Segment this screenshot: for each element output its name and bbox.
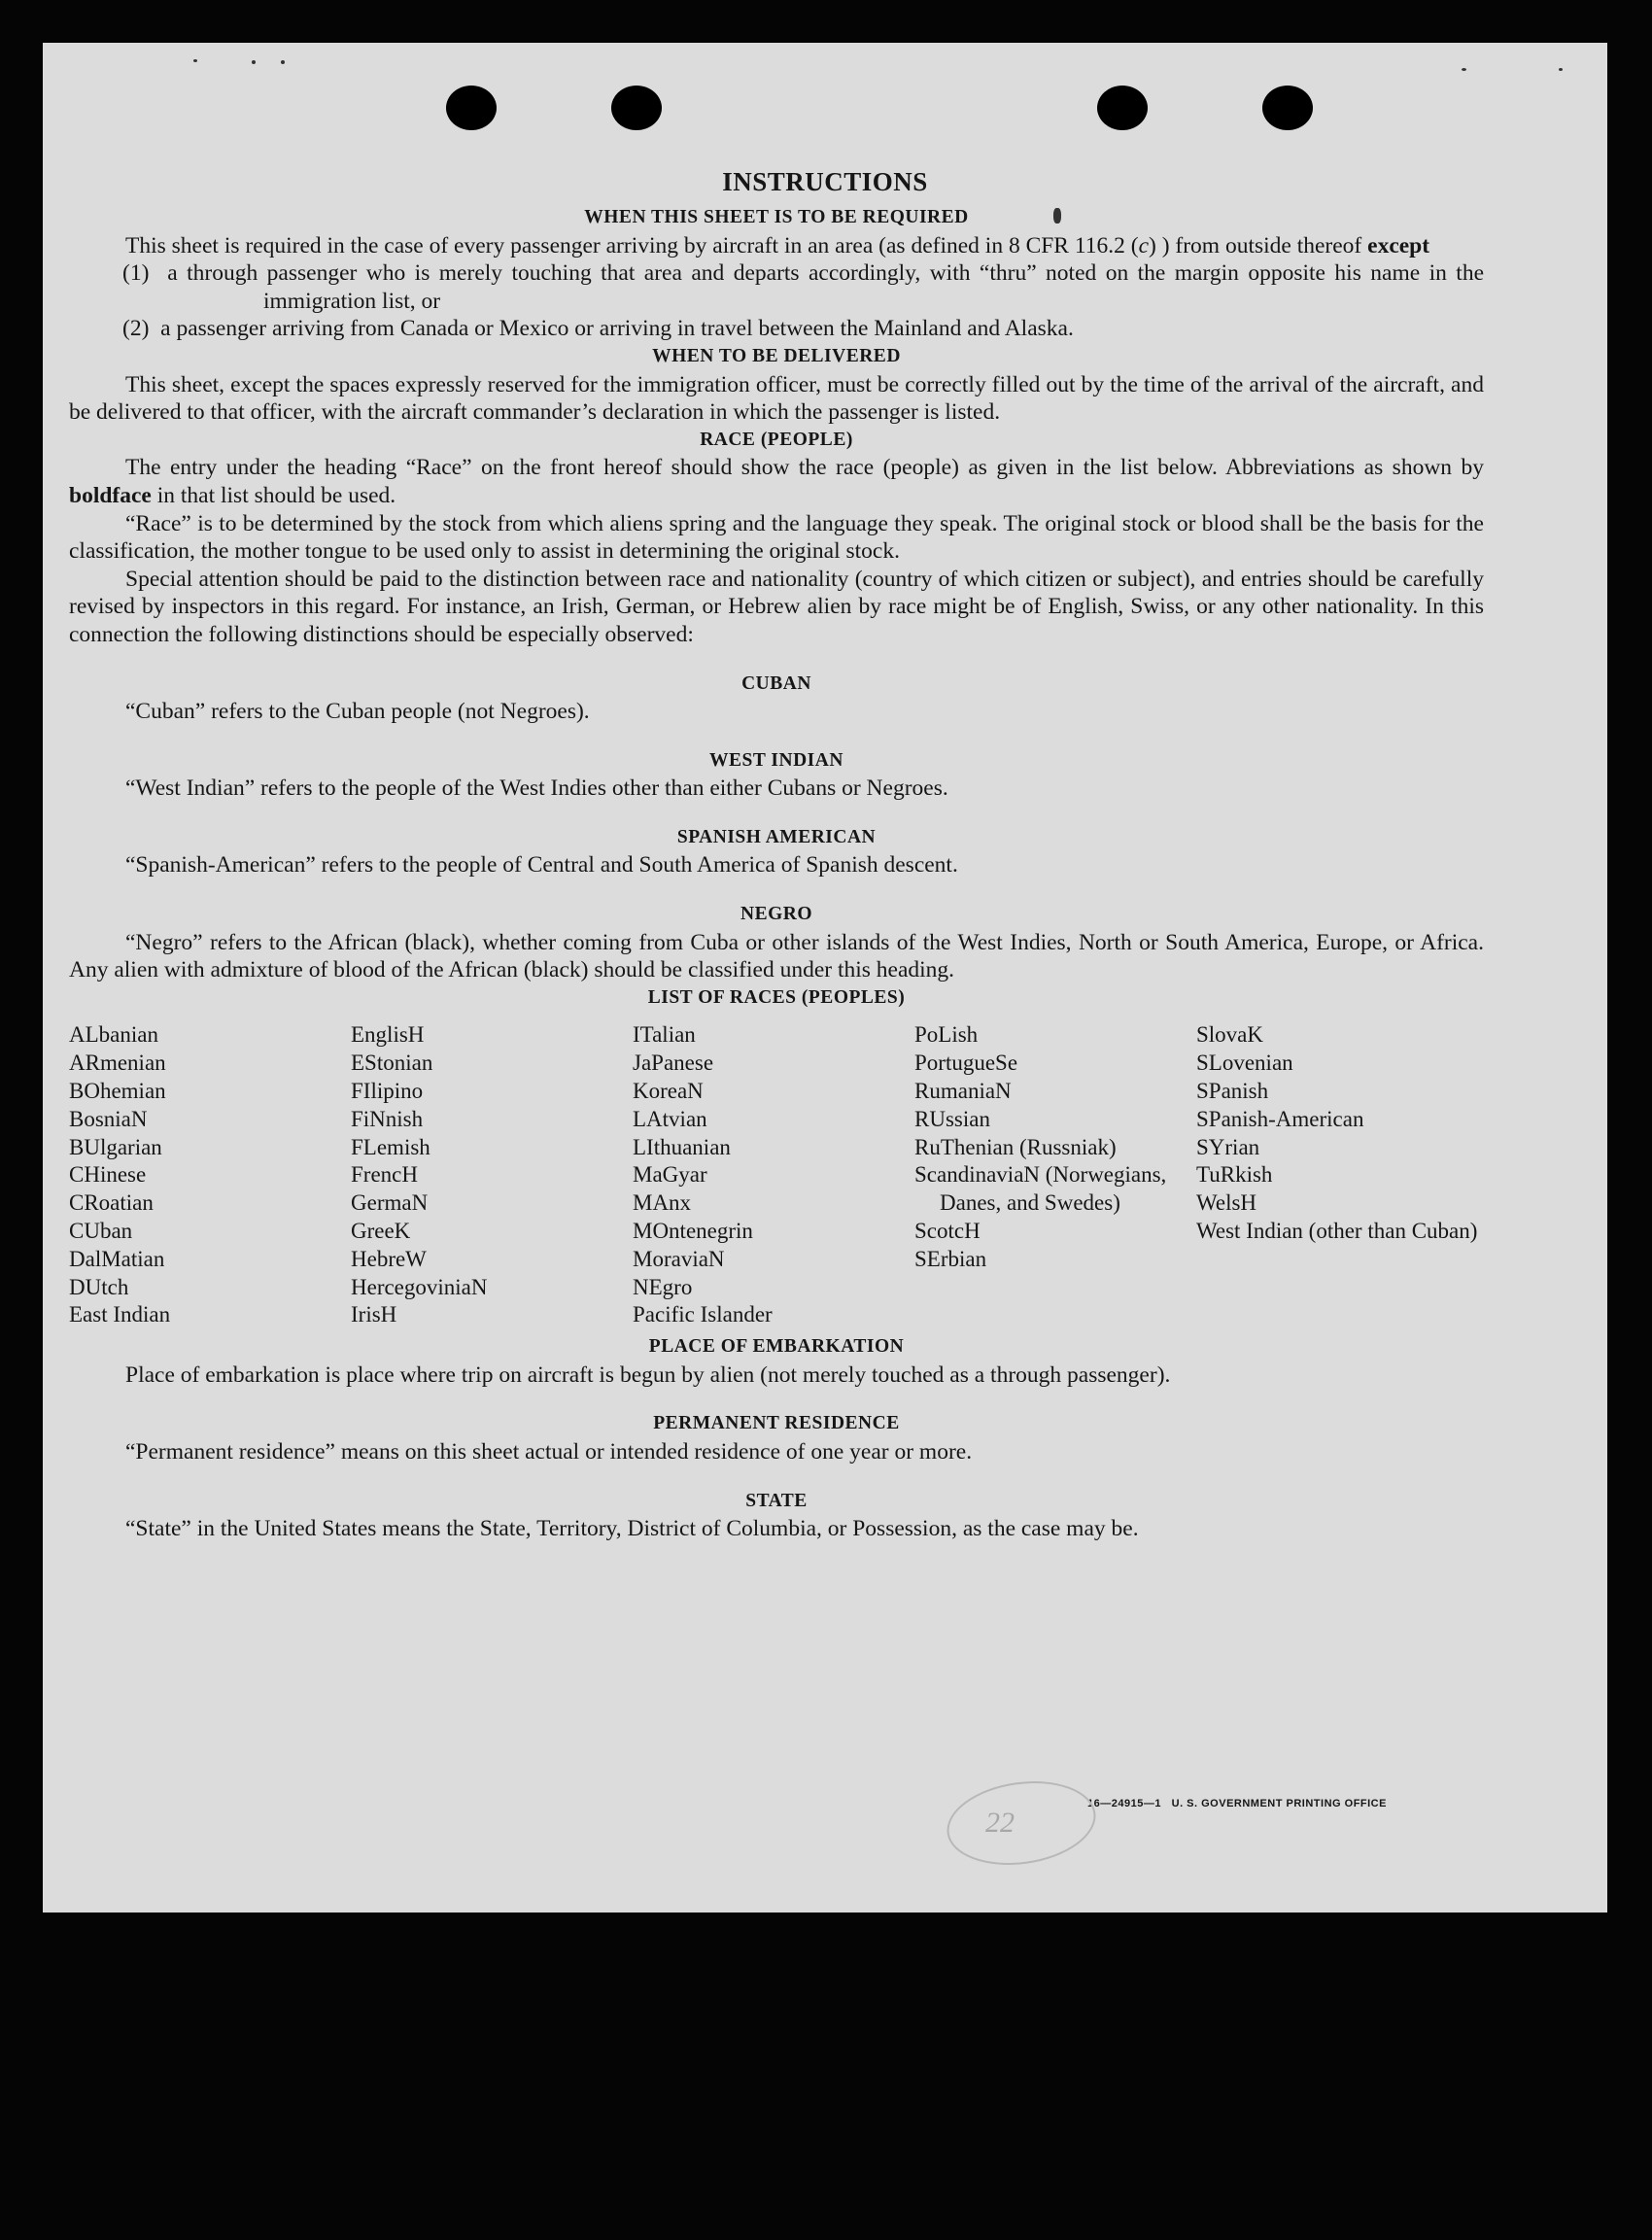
section-heading-residence: PERMANENT RESIDENCE [653,1413,900,1434]
stamp-number: 22 [985,1807,1015,1839]
punch-hole [446,86,497,130]
race-entry: BOhemian [69,1079,166,1104]
section-heading-spanish-american: SPANISH AMERICAN [676,826,877,847]
race-entry: EStonian [351,1051,433,1076]
race-entry: JaPanese [633,1051,714,1076]
instructions-body [69,204,1484,1543]
race-entry: WelsH [1196,1190,1257,1216]
race-entry: SPanish-American [1196,1106,1364,1131]
race-entry: MOntenegrin [633,1219,753,1244]
punch-hole [1262,86,1313,130]
spanish-american-text: “Spanish-American” refers to the people of Central and South America of Spanish descent. [125,852,958,879]
race-entry: LIthuanian [633,1134,731,1159]
race-entry: FIlipino [351,1079,424,1104]
race-entry: RumaniaN [914,1079,1012,1104]
race-entry: FrencH [351,1162,418,1188]
race-entry: ScandinaviaN (Norwegians, Danes, and Swedes) [914,1162,1167,1216]
page-title: INSTRUCTIONS [722,167,928,196]
race-paragraph-3: Special attention should be paid to the distinction between race and nationality (country of which citizen or subject), and entries should be carefully revised by inspectors in this regard. For instance, an Irish, German, or Hebrew alien by race might be of English, Swiss, or any other nationality. In this connection the following distinctions should be especially observed: [69,566,1484,647]
race-paragraph-1: The entry under the heading “Race” on the front hereof should show the race (people) as given in the list below. Abbreviations as shown by boldface in that list should be used. [69,455,1484,508]
race-entry: PoLish [914,1022,979,1048]
race-entry: East Indian [69,1302,171,1327]
required-intro: This sheet is required in the case of every passenger arriving by aircraft in an area (as defined in 8 CFR 116.2 (c) ) from outside thereof except [125,232,1430,258]
west-indian-text: “West Indian” refers to the people of the West Indies other than either Cubans or Negroes. [125,775,948,802]
section-heading-delivered: WHEN TO BE DELIVERED [652,345,901,366]
race-column [69,1021,351,1329]
race-entry: ALbanian [69,1022,158,1048]
race-entry: KoreaN [633,1079,704,1104]
race-entry: BUlgarian [69,1134,162,1159]
punch-hole [611,86,662,130]
exception-item-1: (1) a through passenger who is merely touching that area and departs accordingly, with “thru” noted on the margin opposite his name in the immigration list, or [122,260,1485,314]
negro-text: “Negro” refers to the African (black), whether coming from Cuba or other islands of the West Indies, North or South America, Europe, or Africa. Any alien with admixture of blood of the African (black) should be classified under this heading. [69,929,1484,983]
race-entry: FiNnish [351,1106,424,1131]
race-entry: MoraviaN [633,1246,725,1271]
race-entry: ITalian [633,1022,696,1048]
speck [193,59,197,62]
race-entry: RuThenian (Russniak) [914,1134,1117,1159]
race-entry: HebreW [351,1246,427,1271]
race-entry: ScotcH [914,1219,981,1244]
section-heading-cuban: CUBAN [741,672,811,694]
race-entry: TuRkish [1196,1162,1273,1188]
race-entry: DalMatian [69,1246,165,1271]
race-entry: ARmenian [69,1051,166,1076]
punch-hole [1097,86,1148,130]
race-entry: SErbian [914,1246,987,1271]
race-entry: PortugueSe [914,1051,1018,1076]
race-entry: BosniaN [69,1106,148,1131]
race-entry: NEgro [633,1274,693,1299]
document-page [43,43,1607,1913]
speck [1462,68,1466,71]
section-heading-required: WHEN THIS SHEET IS TO BE REQUIRED [584,207,969,227]
race-entry: CUban [69,1219,133,1244]
embarkation-text: Place of embarkation is place where trip on aircraft is begun by alien (not merely touched as a through passenger). [125,1361,1171,1388]
section-heading-embarkation: PLACE OF EMBARKATION [648,1336,905,1358]
race-entry: West Indian (other than Cuban) [1196,1219,1478,1244]
race-entry: GermaN [351,1190,429,1216]
race-entry: IrisH [351,1302,397,1327]
race-entry: MaGyar [633,1162,707,1188]
race-entry: FLemish [351,1134,430,1159]
section-heading-state: STATE [745,1490,808,1511]
cuban-text: “Cuban” refers to the Cuban people (not Negroes). [125,699,590,725]
speck [252,60,256,64]
race-entry: MAnx [633,1190,692,1216]
race-column [633,1021,914,1329]
exception-item-2: (2) a passenger arriving from Canada or Mexico or arriving in travel between the Mainland and Alaska. [122,316,1074,342]
print-code: 16—24915—1 U. S. GOVERNMENT PRINTING OFFICE [1087,1798,1387,1809]
race-entry: CHinese [69,1162,147,1188]
race-entry: HercegoviniaN [351,1274,488,1299]
race-list [69,1021,1484,1329]
race-entry: EnglisH [351,1022,425,1048]
speck [1559,68,1563,71]
race-column [1196,1021,1478,1329]
residence-text: “Permanent residence” means on this sheet actual or intended residence of one year or more. [125,1438,973,1465]
speck [281,60,285,64]
section-heading-race: RACE (PEOPLE) [700,429,853,450]
race-entry: DUtch [69,1274,129,1299]
race-entry: RUssian [914,1106,990,1131]
race-entry: SYrian [1196,1134,1260,1159]
race-entry: GreeK [351,1219,411,1244]
race-column [351,1021,633,1329]
delivered-text: This sheet, except the spaces expressly reserved for the immigration officer, must be correctly filled out by the time of the arrival of the aircraft, and be delivered to that officer, with the aircraft commander’s declaration in which the passenger is listed. [69,371,1484,426]
race-entry: SPanish [1196,1079,1269,1104]
race-entry: CRoatian [69,1190,154,1216]
section-heading-list-of-races: LIST OF RACES (PEOPLES) [647,986,906,1008]
section-heading-west-indian: WEST INDIAN [709,749,843,771]
section-heading-negro: NEGRO [740,904,812,925]
state-text: “State” in the United States means the State, Territory, District of Columbia, or Possession, as the case may be. [125,1516,1139,1542]
race-entry: Pacific Islander [633,1302,773,1327]
race-entry: SlovaK [1196,1022,1263,1048]
race-entry: SLovenian [1196,1051,1293,1076]
race-entry: LAtvian [633,1106,707,1131]
race-paragraph-2: “Race” is to be determined by the stock from which aliens spring and the language they speak. The original stock or blood shall be the basis for the classification, the mother tongue to be used only to assist in determining the original stock. [69,510,1484,565]
race-column [914,1021,1196,1329]
